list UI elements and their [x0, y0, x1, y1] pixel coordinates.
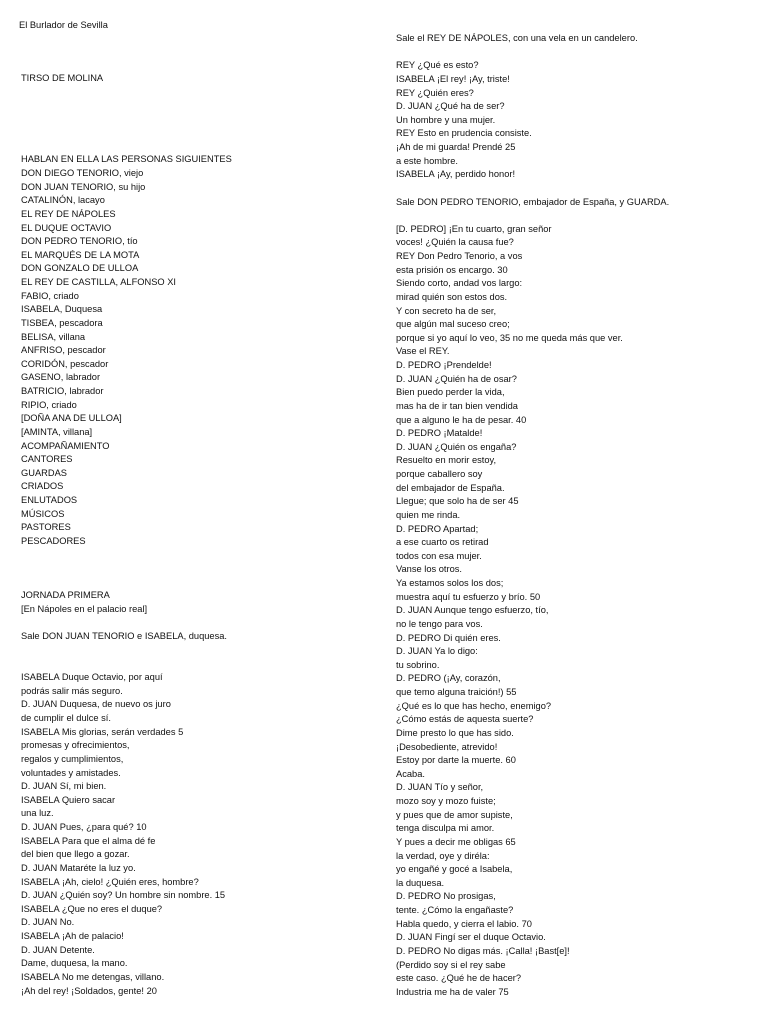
right-column-line: D. PEDRO (¡Ay, corazón,	[396, 673, 501, 684]
right-column-line: del embajador de España.	[396, 482, 505, 493]
left-column-line: [DOÑA ANA DE ULLOA]	[21, 413, 122, 424]
right-column-line: D. JUAN Fingí ser el duque Octavio.	[396, 932, 546, 943]
right-column-line: D. PEDRO No digas más. ¡Calla! ¡Bast[e]!	[396, 945, 570, 956]
left-column-line: EL REY DE CASTILLA, ALFONSO XI	[21, 277, 177, 287]
left-column-line: EL DUQUE OCTAVIO	[21, 222, 112, 233]
right-column-line: mozo soy y mozo fuiste;	[396, 796, 496, 806]
right-column-line: Industria me ha de valer 75	[396, 986, 509, 997]
left-column-line	[21, 99, 381, 113]
left-column-line	[21, 113, 381, 127]
right-column-line: todos con esa mujer.	[396, 550, 482, 561]
right-column-line: Bien puedo perder la vida,	[396, 387, 505, 398]
right-column-line: Siendo corto, andad vos largo:	[396, 278, 523, 289]
right-column-line	[396, 46, 756, 60]
left-column-line: del bien que llego a gozar.	[21, 849, 130, 860]
left-column-line: PESCADORES	[21, 535, 86, 546]
right-column-line: quien me rinda.	[396, 509, 461, 520]
left-column-line: D. JUAN Sí, mi bien.	[21, 781, 107, 792]
right-column-line: y pues que de amor supiste,	[396, 809, 513, 820]
right-column-line: porque caballero soy	[396, 469, 483, 479]
right-column-line: (Perdido soy si el rey sabe	[396, 959, 506, 970]
left-column-line: CANTORES	[21, 454, 73, 465]
left-column-line	[21, 576, 381, 590]
left-column-line: voluntades y amistades.	[21, 767, 121, 778]
left-column-line: ISABELA ¿Que no eres el duque?	[21, 903, 163, 914]
right-column-line: tente. ¿Cómo la engañaste?	[396, 905, 514, 915]
right-column-line: D. PEDRO ¡Matalde!	[396, 428, 483, 439]
left-column-line	[21, 562, 381, 576]
right-column-line: D. JUAN Aunque tengo esfuerzo, tío,	[396, 605, 549, 616]
right-column-line: D. PEDRO ¡Prendelde!	[396, 360, 492, 370]
right-column-line: Y pues a decir me obligas 65	[396, 836, 516, 847]
right-column-line: voces! ¿Quién la causa fue?	[396, 237, 514, 248]
right-column-line: REY ¿Qué es esto?	[396, 60, 479, 71]
right-column-line: Dime presto lo que has sido.	[396, 727, 514, 738]
left-column-line: GASENO, labrador	[21, 372, 101, 383]
document-title: El Burlador de Sevilla	[19, 20, 108, 30]
right-column-line	[396, 182, 756, 196]
right-column-line: la duquesa.	[396, 877, 445, 888]
left-column-line: Sale DON JUAN TENORIO e ISABELA, duquesa.	[21, 631, 227, 642]
right-column-line: mas ha de ir tan bien vendida	[396, 400, 518, 411]
right-column-line: ISABELA ¡Ay, perdido honor!	[396, 169, 516, 180]
left-column-line	[21, 658, 381, 672]
left-column-line: GUARDAS	[21, 467, 67, 478]
left-column-line	[21, 644, 381, 658]
left-column-line: BATRICIO, labrador	[21, 386, 104, 396]
right-column-line: D. PEDRO Apartad;	[396, 523, 479, 534]
left-column-line: EL MARQUÉS DE LA MOTA	[21, 249, 140, 260]
right-column-line: que temo alguna traición!) 55	[396, 687, 517, 697]
left-column-line: regalos y cumplimientos,	[21, 753, 124, 764]
right-column-line: D. PEDRO Di quién eres.	[396, 632, 501, 643]
right-column-line: muestra aquí tu esfuerzo y brío. 50	[396, 591, 541, 602]
right-column-line: tu sobrino.	[396, 659, 440, 670]
left-column-line: D. JUAN Detente.	[21, 944, 95, 955]
right-column-line: ¿Qué es lo que has hecho, enemigo?	[396, 700, 552, 711]
right-column-line: Vase el REY.	[396, 346, 450, 357]
left-column-line: ISABELA ¡Ah, cielo! ¿Quién eres, hombre?	[21, 876, 199, 887]
right-column-line: Estoy por darte la muerte. 60	[396, 755, 516, 766]
left-column-line: CORIDÓN, pescador	[21, 358, 109, 369]
right-column-line: Resuelto en morir estoy,	[396, 455, 497, 466]
right-column-line: que algún mal suceso creo;	[396, 319, 510, 330]
left-column-line: FABIO, criado	[21, 290, 79, 301]
left-column-line: MÚSICOS	[21, 508, 65, 519]
right-column-line: D. JUAN ¿Quién ha de osar?	[396, 373, 517, 384]
left-column-line	[21, 126, 381, 140]
left-column-line: ISABELA No me detengas, villano.	[21, 971, 165, 982]
left-column-line: RIPIO, criado	[21, 399, 77, 410]
left-column-line	[21, 58, 381, 72]
left-column-line: D. JUAN Mataréte la luz yo.	[21, 862, 136, 873]
right-column-line: mirad quién son estos dos.	[396, 291, 508, 302]
right-column-line: Acaba.	[396, 768, 425, 779]
left-column-line: promesas y ofrecimientos,	[21, 740, 130, 751]
left-column-line: ACOMPAÑAMIENTO	[21, 440, 110, 451]
right-column-line: este caso. ¿Qué he de hacer?	[396, 973, 522, 984]
right-column-line: ISABELA ¡El rey! ¡Ay, triste!	[396, 73, 510, 84]
right-column-line: ¿Cómo estás de aquesta suerte?	[396, 714, 534, 725]
left-column-line: ENLUTADOS	[21, 495, 78, 505]
left-column-line: CATALINÓN, lacayo	[21, 195, 105, 206]
right-column-line: a este hombre.	[396, 155, 459, 166]
left-column-line	[21, 549, 381, 563]
right-column-line: no le tengo para vos.	[396, 618, 483, 629]
right-column-line: REY Don Pedro Tenorio, a vos	[396, 251, 523, 261]
left-column-line: BELISA, villana	[21, 331, 86, 342]
right-column-line: Sale el REY DE NÁPOLES, con una vela en un candelero.	[396, 33, 638, 43]
left-column-line: CRIADOS	[21, 481, 64, 492]
left-column-line: ANFRISO, pescador	[21, 345, 106, 356]
right-column-line: Ya estamos solos los dos;	[396, 578, 504, 588]
left-column-line	[21, 617, 381, 631]
right-column-line: que a alguno le ha de pesar. 40	[396, 414, 527, 425]
left-column-line: ISABELA Quiero sacar	[21, 794, 116, 805]
left-column-line: TISBEA, pescadora	[21, 317, 103, 328]
right-column-line: Habla quedo, y cierra el labio. 70	[396, 918, 532, 929]
right-column-line: REY Esto en prudencia consiste.	[396, 128, 532, 139]
left-column-line: DON JUAN TENORIO, su hijo	[21, 181, 146, 192]
right-column-line: D. PEDRO No prosigas,	[396, 891, 496, 902]
left-column-line: JORNADA PRIMERA	[21, 590, 110, 601]
right-column-line: Sale DON PEDRO TENORIO, embajador de España, y GUARDA.	[396, 196, 670, 207]
right-column-line: [D. PEDRO] ¡En tu cuarto, gran señor	[396, 223, 552, 234]
left-column-line: ISABELA Mis glorias, serán verdades 5	[21, 726, 184, 737]
right-column-line: D. JUAN ¿Quién os engaña?	[396, 441, 517, 452]
left-column-line	[21, 140, 381, 154]
right-column-line: a ese cuarto os retirad	[396, 537, 489, 548]
right-text-column	[396, 32, 756, 999]
left-column-line: ISABELA, Duquesa	[21, 304, 103, 315]
left-column-line: DON DIEGO TENORIO, viejo	[21, 168, 144, 178]
left-column-line: D. JUAN ¿Quién soy? Un hombre sin nombre. 15	[21, 890, 226, 901]
right-column-line: yo engañé y gocé a Isabela,	[396, 864, 513, 875]
right-column-line: la verdad, oye y diréla:	[396, 850, 490, 861]
right-column-line: D. JUAN ¿Qué ha de ser?	[396, 101, 505, 112]
right-column-line: tenga disculpa mi amor.	[396, 823, 495, 834]
left-column-line: EL REY DE NÁPOLES	[21, 208, 116, 219]
left-column-line: ¡Ah del rey! ¡Soldados, gente! 20	[21, 985, 157, 996]
left-column-line: una luz.	[21, 808, 54, 819]
right-column-line: porque si yo aquí lo veo, 35 no me queda más que ver.	[396, 332, 623, 343]
right-column-line: Y con secreto ha de ser,	[396, 305, 497, 316]
left-column-line: D. JUAN Duquesa, de nuevo os juro	[21, 699, 171, 710]
right-column-line: ¡Ah de mi guarda! Prendé 25	[396, 142, 516, 152]
right-column-line	[396, 209, 756, 223]
left-column-line	[21, 85, 381, 99]
right-column-line: D. JUAN Tío y señor,	[396, 782, 484, 793]
left-column-line: DON GONZALO DE ULLOA	[21, 263, 139, 274]
left-column-line: D. JUAN No.	[21, 917, 75, 928]
left-column-line: DON PEDRO TENORIO, tío	[21, 236, 138, 247]
left-column-line: podrás salir más seguro.	[21, 685, 123, 696]
left-column-line: D. JUAN Pues, ¿para qué? 10	[21, 822, 147, 832]
right-column-line: D. JUAN Ya lo digo:	[396, 646, 478, 657]
right-column-line: Un hombre y una mujer.	[396, 114, 496, 125]
left-column-line: TIRSO DE MOLINA	[21, 72, 104, 83]
left-column-line: de cumplir el dulce sí.	[21, 713, 111, 723]
left-text-column	[21, 58, 381, 998]
left-column-line: PASTORES	[21, 522, 71, 533]
right-column-line: Vanse los otros.	[396, 564, 462, 575]
left-column-line: [En Nápoles en el palacio real]	[21, 604, 148, 614]
right-column-line: ¡Desobediente, atrevido!	[396, 741, 498, 752]
right-column-line: Llegue; que solo ha de ser 45	[396, 496, 519, 507]
right-column-line: REY ¿Quién eres?	[396, 87, 474, 98]
left-column-line: ISABELA Duque Octavio, por aquí	[21, 672, 163, 683]
left-column-line: HABLAN EN ELLA LAS PERSONAS SIGUIENTES	[21, 154, 232, 165]
left-column-line: [AMINTA, villana]	[21, 426, 93, 437]
left-column-line: ISABELA ¡Ah de palacio!	[21, 931, 124, 941]
right-column-line: esta prisión os encargo. 30	[396, 264, 508, 275]
left-column-line: ISABELA Para que el alma dé fe	[21, 835, 156, 846]
left-column-line: Dame, duquesa, la mano.	[21, 958, 128, 969]
